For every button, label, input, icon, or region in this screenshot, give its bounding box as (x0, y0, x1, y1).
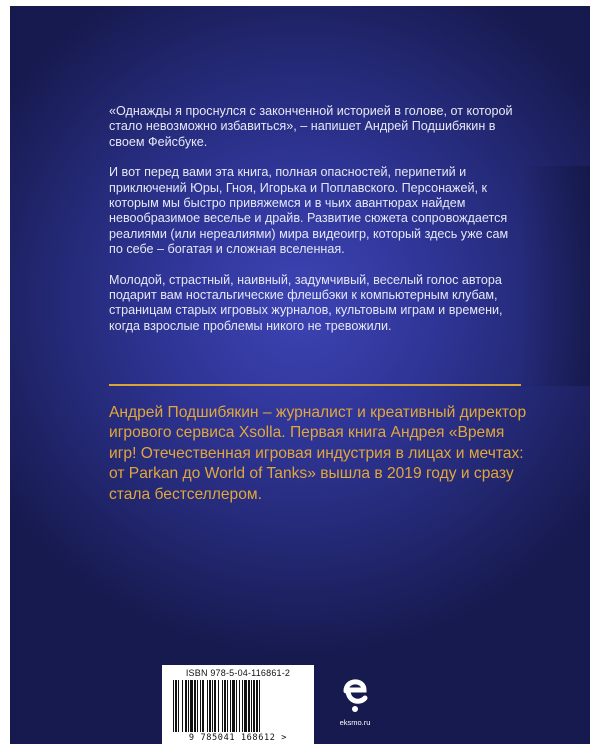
publisher-site: eksmo.ru (339, 718, 371, 727)
author-bio-text: Андрей Подшибякин – журналист и креативный директор игрового сервиса Xsolla. Первая книга Андрея «Время игр! Отечественная игровая индустрия в лицах и мечтах: от Parkan до World of Tanks» вышла в 2019 году и сразу стала бестселлером. (109, 404, 527, 503)
blurb-paragraph-1: «Однажды я проснулся с законченной историей в голове, от которой стало невозможно избавиться», – напишет Андрей Подшибякин в своем Фейсбуке. (109, 104, 513, 149)
book-back-cover (10, 6, 590, 744)
isbn-label: ISBN 978-5-04-116861-2 (185, 668, 291, 678)
gold-divider (109, 384, 521, 386)
blurb-paragraph-3: Молодой, страстный, наивный, задумчивый, веселый голос автора подарит вам ностальгические флешбэки к компьютерным клубам, страницам старых игровых журналов, культовым играм и времени, когда взрослые проблемы никого не тревожили. (109, 272, 503, 333)
eksmo-logo-icon (340, 670, 370, 714)
author-bio (109, 403, 529, 505)
barcode-block (162, 665, 314, 744)
barcode-digits: 9 785041 168612 > (188, 733, 288, 743)
blurb-text (109, 104, 521, 349)
barcode-icon (172, 680, 304, 734)
blurb-paragraph-2: И вот перед вами эта книга, полная опасностей, перипетий и приключений Юры, Гноя, Игорька и Поплавского. Персонажей, к которым мы быстро привяжемся и в чьих авантюрах найдем невообразимое веселье и драйв. Развитие сюжета сопровождается реалиями (или нереалиями) мира видеоигр, который здесь уже сам по себе – богатая и сложная вселенная. (109, 165, 509, 257)
